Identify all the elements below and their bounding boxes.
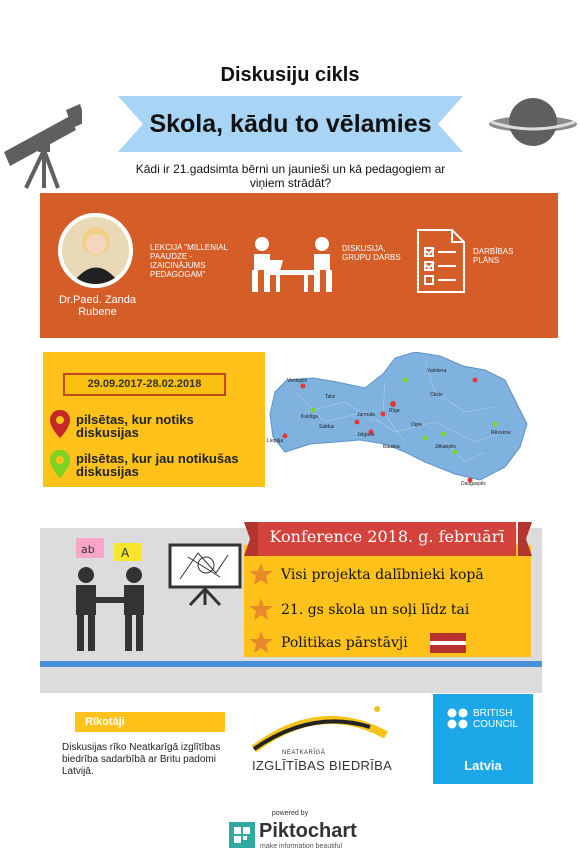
telescope-icon	[0, 100, 82, 190]
nib-small-text: NEATKARĪGĀ	[282, 750, 326, 756]
star-icon	[249, 563, 273, 585]
star-icon	[249, 631, 273, 653]
bc-line1: BRITISH	[473, 708, 513, 719]
british-council-dots-icon	[447, 708, 469, 730]
map-label: Jelgava	[357, 432, 375, 438]
divider	[40, 661, 542, 667]
conference-item: Visi projekta dalībnieki kopā	[281, 567, 484, 583]
map-label: Ventspils	[287, 378, 308, 384]
question-text: Kādi ir 21.gadsimta bērni un jaunieši un kā pedagogiem ar viņiem strādāt?	[135, 162, 446, 190]
presentation-board-icon	[168, 543, 242, 607]
map-label: Kuldīga	[301, 414, 318, 420]
map-label: Talsi	[325, 394, 336, 400]
bc-line2: COUNCIL	[473, 719, 519, 730]
piktochart-tagline: make information beautiful	[260, 843, 343, 850]
map-label: Bauska	[383, 444, 400, 450]
map-label: Valmiera	[427, 368, 447, 374]
subtitle: Skola, kādu to vēlamies	[149, 110, 432, 138]
svg-text:ab: ab	[81, 543, 95, 556]
red-pin-icon	[50, 410, 70, 438]
bc-country: Latvia	[464, 758, 502, 773]
discussion-label: DISKUSIJA, GRUPU DARBS	[342, 244, 401, 262]
conference-title: Konference 2018. g. februārī	[269, 527, 505, 546]
date-range-badge: 29.09.2017-28.02.2018	[63, 373, 226, 396]
conference-item: Politikas pārstāvji	[281, 635, 408, 651]
british-council-logo	[433, 694, 533, 784]
svg-text:A: A	[121, 546, 130, 560]
map-label: Daugavpils	[461, 481, 486, 487]
legend-planned: pilsētas, kur notiks diskusijas	[76, 412, 194, 440]
nib-logo	[252, 705, 388, 753]
planet-icon	[486, 96, 580, 152]
piktochart-brand[interactable]: Piktochart	[259, 820, 357, 842]
legend-done: pilsētas, kur jau notikušas diskusijas	[76, 451, 239, 479]
speaker-name: Dr.Paed. Zanda Rubene	[58, 294, 137, 318]
discussion-icon	[244, 234, 339, 294]
map-label: Cēsis	[430, 392, 443, 398]
powered-by: powered by	[271, 810, 309, 817]
map-label: Jēkabpils	[435, 444, 456, 450]
map-label: Saldus	[319, 424, 335, 430]
handshake-icon	[64, 535, 160, 655]
map-label: Rēzekne	[491, 430, 511, 436]
conference-item: 21. gs skola un soļi līdz tai	[281, 602, 470, 618]
map-label: Rīga	[389, 408, 400, 414]
page-title: Diskusiju cikls	[220, 64, 360, 86]
lecture-label: LEKCIJA "MILLENIAL PAAUDZE - IZAICINĀJUMS PEDAGOGAM"	[150, 243, 228, 279]
nib-name: IZGLĪTĪBAS BIEDRĪBA	[252, 758, 393, 773]
map-label: Liepāja	[267, 438, 284, 444]
plan-label: DARBĪBAS PLĀNS	[473, 247, 514, 265]
speaker-photo	[58, 213, 133, 288]
latvian-flag-icon	[430, 633, 466, 653]
green-pin-icon	[50, 450, 70, 478]
checklist-icon	[416, 228, 466, 294]
latvia-map	[265, 352, 533, 487]
piktochart-logo-icon	[229, 822, 255, 848]
organizers-text: Diskusijas rīko Neatkarīgā izglītības biedrība sadarbībā ar Britu padomi Latvijā.	[62, 742, 221, 777]
organizers-badge: Rīkotāji	[75, 712, 225, 732]
star-icon	[249, 598, 273, 620]
map-label: Jūrmala	[357, 412, 375, 418]
map-label: Ogre	[411, 422, 423, 428]
